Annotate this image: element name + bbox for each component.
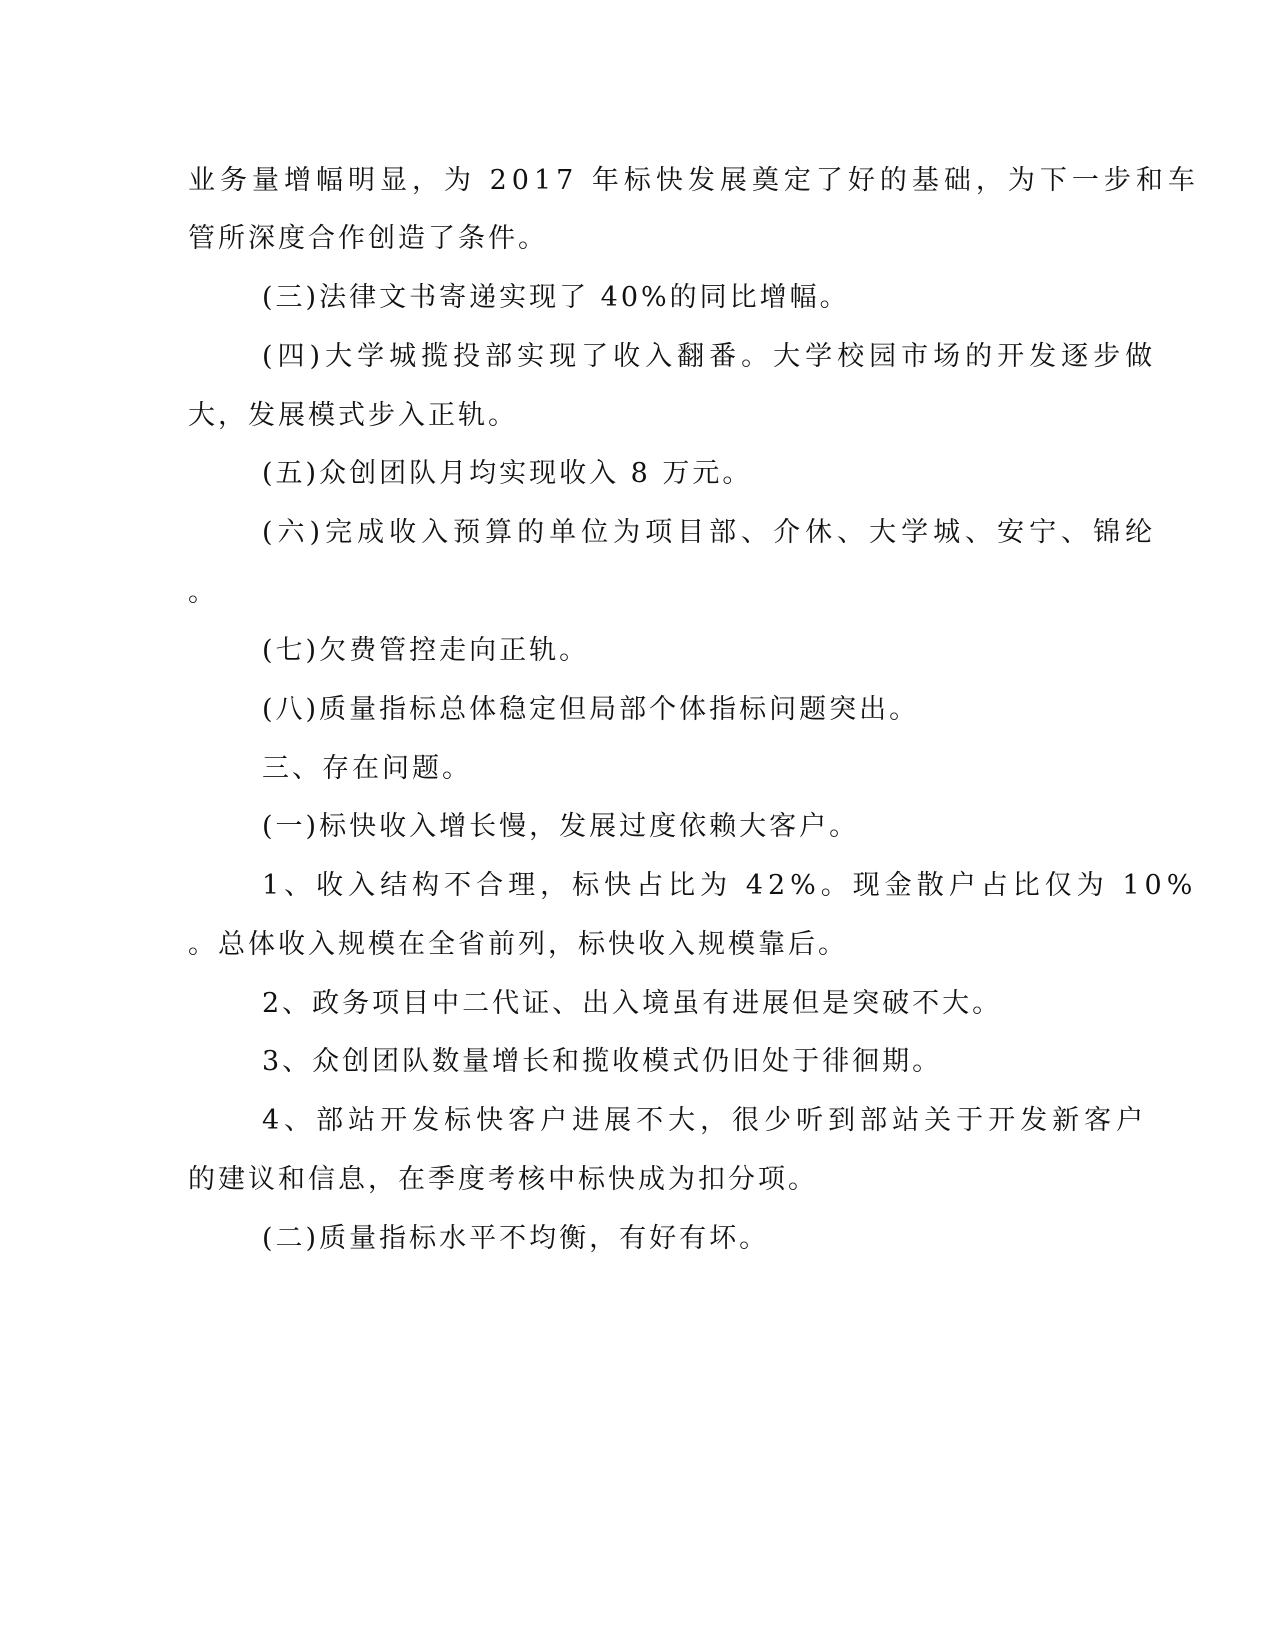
section-heading-problems: 三、存在问题。 (262, 753, 472, 784)
text-line-15: 2、政务项目中二代证、出入境虽有进展但是突破不大。 (262, 988, 1003, 1019)
text-line-19: (二)质量指标水平不均衡，有好有坏。 (262, 1223, 770, 1254)
text-line-9: (七)欠费管控走向正轨。 (262, 635, 590, 666)
text-line-5: 大，发展模式步入正轨。 (188, 400, 518, 431)
text-line-2: 管所深度合作创造了条件。 (188, 223, 548, 254)
text-line-10: (八)质量指标总体稳定但局部个体指标问题突出。 (262, 694, 920, 725)
text-line-18: 的建议和信息，在季度考核中标快成为扣分项。 (188, 1164, 818, 1195)
text-line-16: 3、众创团队数量增长和揽收模式仍旧处于徘徊期。 (262, 1046, 943, 1077)
text-line-6: (五)众创团队月均实现收入 8 万元。 (262, 458, 753, 489)
text-line-4: (四)大学城揽投部实现了收入翻番。大学校园市场的开发逐步做 (262, 341, 1158, 372)
text-line-17: 4、部站开发标快客户进展不大，很少听到部站关于开发新客户 (262, 1105, 1149, 1136)
text-line-14: 。总体收入规模在全省前列，标快收入规模靠后。 (188, 929, 848, 960)
text-line-8: 。 (188, 577, 218, 608)
text-line-12: (一)标快收入增长慢，发展过度依赖大客户。 (262, 811, 860, 842)
text-line-13: 1、收入结构不合理，标快占比为 42%。现金散户占比仅为 10% (262, 870, 1198, 901)
text-line-1: 业务量增幅明显，为 2017 年标快发展奠定了好的基础，为下一步和车 (188, 165, 1200, 196)
text-line-7: (六)完成收入预算的单位为项目部、介休、大学城、安宁、锦纶 (262, 517, 1158, 548)
text-line-3: (三)法律文书寄递实现了 40%的同比增幅。 (262, 282, 850, 313)
